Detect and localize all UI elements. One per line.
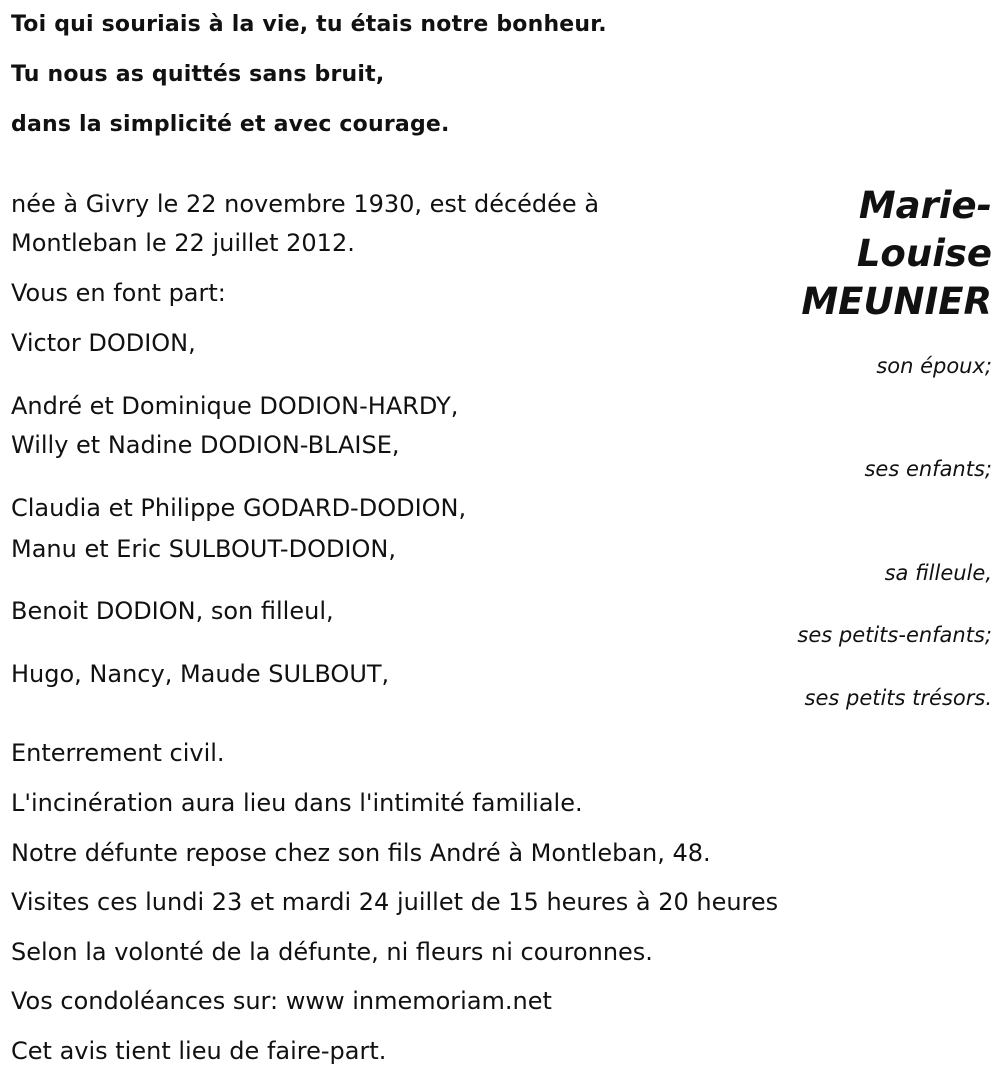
poem-line-3: dans la simplicité et avec courage. (11, 112, 450, 137)
relation-treasures: ses petits trésors. (804, 686, 992, 710)
relation-children: ses enfants; (864, 457, 992, 481)
family-spouse: Victor DODION, (11, 329, 196, 357)
closing-line-5: Selon la volonté de la défunte, ni fleurs ni couronnes. (11, 938, 653, 966)
closing-line-2: L'incinération aura lieu dans l'intimité familiale. (11, 789, 583, 817)
closing-line-3: Notre défunte repose chez son fils André à Montleban, 48. (11, 839, 711, 867)
family-child-1: André et Dominique DODION-HARDY, (11, 392, 459, 420)
relation-spouse: son époux; (876, 354, 992, 378)
relation-goddaughter: sa filleule, (884, 561, 992, 585)
relation-grandchildren: ses petits-enfants; (797, 623, 992, 647)
family-godson: Benoit DODION, son filleul, (11, 597, 334, 625)
announce-text: Vous en font part: (11, 279, 226, 307)
closing-line-6: Vos condoléances sur: www inmemoriam.net (11, 987, 552, 1015)
deceased-name-line-1: Marie- (858, 184, 992, 227)
closing-line-7: Cet avis tient lieu de faire-part. (11, 1037, 387, 1065)
family-treasures: Hugo, Nancy, Maude SULBOUT, (11, 660, 390, 688)
closing-line-1: Enterrement civil. (11, 739, 225, 767)
family-grandchild-1: Claudia et Philippe GODARD-DODION, (11, 494, 467, 522)
poem-line-1: Toi qui souriais à la vie, tu étais notre bonheur. (11, 12, 607, 37)
deceased-surname: MEUNIER (801, 280, 992, 323)
family-grandchild-2: Manu et Eric SULBOUT-DODION, (11, 535, 396, 563)
birth-death-line-1: née à Givry le 22 novembre 1930, est décédée à (11, 190, 600, 218)
closing-line-4: Visites ces lundi 23 et mardi 24 juillet de 15 heures à 20 heures (11, 888, 779, 916)
deceased-name-line-2: Louise (856, 232, 992, 275)
poem-line-2: Tu nous as quittés sans bruit, (11, 62, 385, 87)
birth-death-line-2: Montleban le 22 juillet 2012. (11, 229, 355, 257)
deceased-name (801, 182, 992, 326)
family-child-2: Willy et Nadine DODION-BLAISE, (11, 431, 400, 459)
